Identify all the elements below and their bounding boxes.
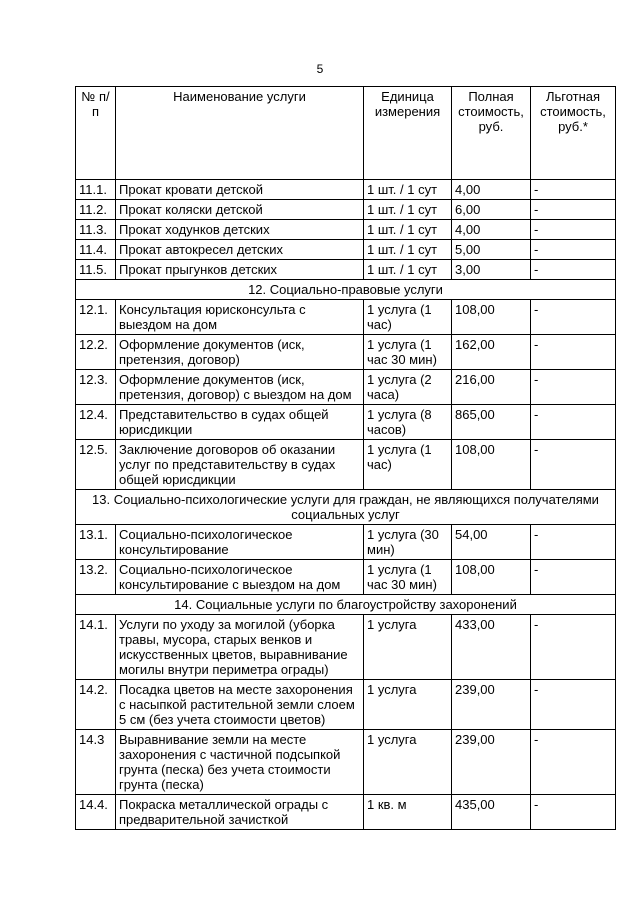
- discount-price: -: [531, 300, 616, 335]
- row-number: 13.1.: [76, 525, 116, 560]
- service-name: Прокат прыгунков детских: [116, 260, 364, 280]
- table-row: [76, 180, 616, 200]
- full-price: 433,00: [452, 615, 531, 680]
- section-header-row: [76, 595, 616, 615]
- discount-price: -: [531, 260, 616, 280]
- table-row: [76, 795, 616, 830]
- row-number: 14.3: [76, 730, 116, 795]
- service-name: Оформление документов (иск, претензия, договор) с выездом на дом: [116, 370, 364, 405]
- service-name: Выравнивание земли на месте захоронения с частичной подсыпкой грунта (песка) без учета стоимости грунта (песка): [116, 730, 364, 795]
- discount-price: -: [531, 560, 616, 595]
- table-row: [76, 730, 616, 795]
- service-name: Заключение договоров об оказании услуг по представительству в судах общей юрисдикции: [116, 440, 364, 490]
- table-row: [76, 240, 616, 260]
- table-header-row: [76, 87, 616, 180]
- service-name: Услуги по уходу за могилой (уборка травы, мусора, старых венков и искусственных цветов, выравнивание могилы внутри периметра ограды): [116, 615, 364, 680]
- unit-of-measure: 1 услуга: [364, 615, 452, 680]
- unit-of-measure: 1 услуга (8 часов): [364, 405, 452, 440]
- header-name: Наименование услуги: [116, 87, 364, 180]
- unit-of-measure: 1 услуга (1 час): [364, 440, 452, 490]
- service-name: Прокат автокресел детских: [116, 240, 364, 260]
- table-row: [76, 200, 616, 220]
- full-price: 162,00: [452, 335, 531, 370]
- service-name: Социально-психологическое консультирование с выездом на дом: [116, 560, 364, 595]
- section-title: 13. Социально-психологические услуги для граждан, не являющихся получателями социальных услуг: [76, 490, 616, 525]
- row-number: 14.1.: [76, 615, 116, 680]
- full-price: 3,00: [452, 260, 531, 280]
- table-row: [76, 220, 616, 240]
- full-price: 108,00: [452, 300, 531, 335]
- discount-price: -: [531, 370, 616, 405]
- table-row: [76, 405, 616, 440]
- table-row: [76, 370, 616, 405]
- unit-of-measure: 1 шт. / 1 сут: [364, 260, 452, 280]
- section-title: 14. Социальные услуги по благоустройству захоронений: [76, 595, 616, 615]
- discount-price: -: [531, 240, 616, 260]
- header-unit: Единица измерения: [364, 87, 452, 180]
- row-number: 11.4.: [76, 240, 116, 260]
- section-title: 12. Социально-правовые услуги: [76, 280, 616, 300]
- full-price: 239,00: [452, 680, 531, 730]
- unit-of-measure: 1 услуга (30 мин): [364, 525, 452, 560]
- unit-of-measure: 1 шт. / 1 сут: [364, 200, 452, 220]
- row-number: 13.2.: [76, 560, 116, 595]
- table-row: [76, 260, 616, 280]
- table-body: [76, 180, 616, 830]
- service-name: Покраска металлической ограды с предварительной зачисткой: [116, 795, 364, 830]
- row-number: 12.5.: [76, 440, 116, 490]
- row-number: 11.5.: [76, 260, 116, 280]
- full-price: 5,00: [452, 240, 531, 260]
- service-name: Прокат ходунков детских: [116, 220, 364, 240]
- discount-price: -: [531, 795, 616, 830]
- discount-price: -: [531, 615, 616, 680]
- unit-of-measure: 1 шт. / 1 сут: [364, 220, 452, 240]
- section-header-row: [76, 490, 616, 525]
- unit-of-measure: 1 шт. / 1 сут: [364, 180, 452, 200]
- service-name: Консультация юрисконсульта с выездом на дом: [116, 300, 364, 335]
- discount-price: -: [531, 730, 616, 795]
- table-row: [76, 615, 616, 680]
- unit-of-measure: 1 кв. м: [364, 795, 452, 830]
- section-header-row: [76, 280, 616, 300]
- row-number: 12.4.: [76, 405, 116, 440]
- service-name: Социально-психологическое консультирование: [116, 525, 364, 560]
- service-name: Прокат кровати детской: [116, 180, 364, 200]
- discount-price: -: [531, 180, 616, 200]
- page-number: 5: [316, 62, 324, 76]
- service-name: Посадка цветов на месте захоронения с насыпкой растительной земли слоем 5 см (без учета стоимости цветов): [116, 680, 364, 730]
- full-price: 108,00: [452, 560, 531, 595]
- table-row: [76, 335, 616, 370]
- discount-price: -: [531, 680, 616, 730]
- header-num: № п/п: [76, 87, 116, 180]
- full-price: 216,00: [452, 370, 531, 405]
- service-name: Представительство в судах общей юрисдикции: [116, 405, 364, 440]
- table-row: [76, 300, 616, 335]
- row-number: 14.2.: [76, 680, 116, 730]
- row-number: 12.1.: [76, 300, 116, 335]
- discount-price: -: [531, 405, 616, 440]
- discount-price: -: [531, 525, 616, 560]
- row-number: 11.3.: [76, 220, 116, 240]
- row-number: 14.4.: [76, 795, 116, 830]
- unit-of-measure: 1 услуга (2 часа): [364, 370, 452, 405]
- full-price: 4,00: [452, 180, 531, 200]
- discount-price: -: [531, 335, 616, 370]
- table-row: [76, 680, 616, 730]
- unit-of-measure: 1 услуга: [364, 730, 452, 795]
- discount-price: -: [531, 440, 616, 490]
- unit-of-measure: 1 услуга (1 час 30 мин): [364, 335, 452, 370]
- unit-of-measure: 1 услуга: [364, 680, 452, 730]
- table-row: [76, 440, 616, 490]
- full-price: 54,00: [452, 525, 531, 560]
- table-row: [76, 525, 616, 560]
- full-price: 865,00: [452, 405, 531, 440]
- full-price: 4,00: [452, 220, 531, 240]
- full-price: 6,00: [452, 200, 531, 220]
- table-row: [76, 560, 616, 595]
- service-name: Оформление документов (иск, претензия, договор): [116, 335, 364, 370]
- row-number: 11.2.: [76, 200, 116, 220]
- full-price: 108,00: [452, 440, 531, 490]
- discount-price: -: [531, 200, 616, 220]
- price-table: [75, 86, 616, 830]
- row-number: 11.1.: [76, 180, 116, 200]
- row-number: 12.3.: [76, 370, 116, 405]
- full-price: 239,00: [452, 730, 531, 795]
- service-name: Прокат коляски детской: [116, 200, 364, 220]
- unit-of-measure: 1 услуга (1 час): [364, 300, 452, 335]
- header-discount-price: Льготная стоимость, руб.*: [531, 87, 616, 180]
- row-number: 12.2.: [76, 335, 116, 370]
- unit-of-measure: 1 шт. / 1 сут: [364, 240, 452, 260]
- full-price: 435,00: [452, 795, 531, 830]
- discount-price: -: [531, 220, 616, 240]
- unit-of-measure: 1 услуга (1 час 30 мин): [364, 560, 452, 595]
- header-full-price: Полная стоимость, руб.: [452, 87, 531, 180]
